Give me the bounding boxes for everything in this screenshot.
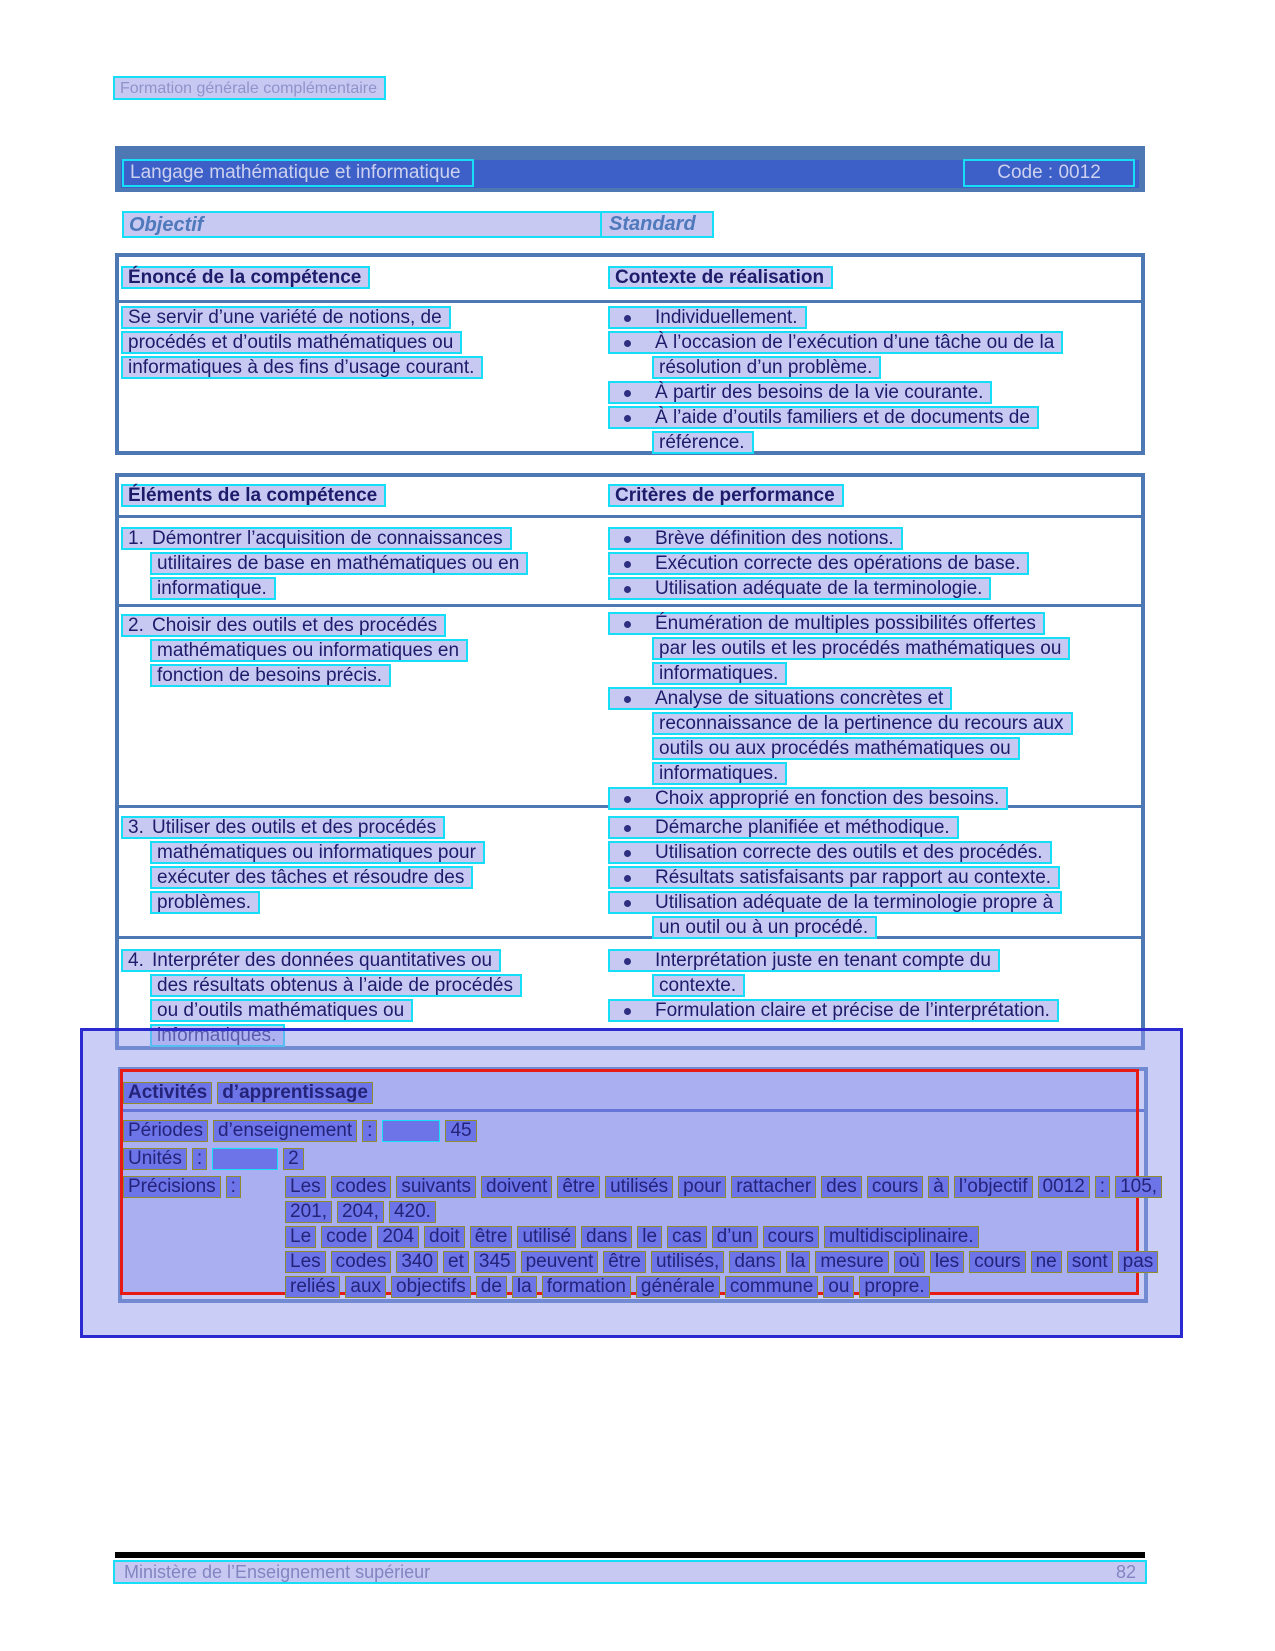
top-label-text: Formation générale complémentaire: [113, 76, 386, 100]
word-box: ne: [1031, 1251, 1062, 1273]
unites-spacer-box: [212, 1148, 278, 1170]
bullet-line: Analyse de situations concrètes et: [608, 687, 952, 710]
bullet-line: Exécution correcte des opérations de base.: [608, 552, 1029, 575]
word-box: :: [226, 1176, 241, 1198]
bullet-icon: [624, 796, 631, 803]
bullet-icon: [624, 315, 631, 322]
item-number: 2.: [128, 615, 144, 636]
word-box: 420.: [389, 1201, 436, 1223]
table2-col2-header: Critères de performance: [608, 484, 844, 507]
periodes-row: [123, 1120, 482, 1142]
text-line: procédés et d’outils mathématiques ou: [121, 331, 462, 354]
word-box: propre.: [859, 1276, 929, 1298]
unites-label-words: [123, 1148, 212, 1169]
word-box: pour: [678, 1176, 726, 1198]
bullet-line: À l’aide d’outils familiers et de documents de: [608, 406, 1039, 429]
precisions-label-words: [123, 1176, 246, 1197]
word-box: dans: [729, 1251, 780, 1273]
word-box: pas: [1118, 1251, 1159, 1273]
bullet-icon: [624, 390, 631, 397]
word-line: [285, 1276, 1167, 1301]
text-line: 1. Démontrer l’acquisition de connaissances: [121, 527, 512, 550]
word-box: multidisciplinaire.: [824, 1226, 979, 1248]
word-box: d’apprentissage: [217, 1082, 373, 1104]
bullet-line: Choix approprié en fonction des besoins.: [608, 787, 1008, 810]
word-box: le: [637, 1226, 662, 1248]
bullet-line: informatiques.: [652, 662, 787, 685]
footer-rule: [115, 1552, 1145, 1558]
word-box: générale: [636, 1276, 720, 1298]
bullet-line: Utilisation adéquate de la terminologie.: [608, 577, 991, 600]
text-line: 2. Choisir des outils et des procédés: [121, 614, 446, 637]
unites-row: [123, 1148, 309, 1170]
text-line: problèmes.: [150, 891, 260, 914]
objectif-heading: Objectif: [129, 214, 204, 236]
word-box: et: [443, 1251, 469, 1273]
word-line: [285, 1226, 1167, 1251]
table1-col1-header-wrap: [121, 266, 370, 291]
bullet-line: Utilisation correcte des outils et des procédés.: [608, 841, 1052, 864]
section-headings-strip: [122, 211, 714, 238]
word-box: 204: [377, 1226, 419, 1248]
word-line: [285, 1201, 1167, 1226]
word-box: 0012: [1038, 1176, 1090, 1198]
table2-row3-left: [121, 816, 485, 916]
footer-ministry: Ministère de l’Enseignement supérieur: [124, 1561, 431, 1582]
item-number: 4.: [128, 950, 144, 971]
table2-row2-left: [121, 614, 468, 689]
word-box: cours: [969, 1251, 1025, 1273]
text-line: informatiques à des fins d’usage courant.: [121, 356, 483, 379]
word-box: commune: [725, 1276, 818, 1298]
bullet-line: Démarche planifiée et méthodique.: [608, 816, 959, 839]
bullet-line: référence.: [652, 431, 754, 454]
word-line: [285, 1176, 1167, 1201]
word-box: être: [470, 1226, 513, 1248]
word-box: cours: [867, 1176, 923, 1198]
table1-right-column: [608, 306, 1063, 456]
word-box: 340: [396, 1251, 438, 1273]
text-line: mathématiques ou informatiques pour: [150, 841, 485, 864]
word-box: objectifs: [391, 1276, 471, 1298]
word-box: Les: [285, 1176, 326, 1198]
word-box: être: [603, 1251, 646, 1273]
word-box: la: [786, 1251, 811, 1273]
word-box: cas: [667, 1226, 707, 1248]
table2-row1-left: [121, 527, 528, 602]
word-box: utilisés,: [651, 1251, 724, 1273]
word-box: Activités: [123, 1082, 212, 1104]
bullet-line: résolution d’un problème.: [652, 356, 881, 379]
word-box: de: [476, 1276, 507, 1298]
periodes-value: [445, 1120, 481, 1141]
table1-left-column: [121, 306, 483, 381]
table2-row4-right: [608, 949, 1059, 1024]
bullet-line: Formulation claire et précise de l’interprétation.: [608, 999, 1059, 1022]
bullet-icon: [624, 586, 631, 593]
word-box: où: [894, 1251, 925, 1273]
course-code: Code : 0012: [963, 159, 1135, 187]
table1-col1-header: Énoncé de la compétence: [121, 266, 370, 289]
bullet-line: Brève définition des notions.: [608, 527, 903, 550]
item-number: 3.: [128, 817, 144, 838]
word-box: Le: [285, 1226, 316, 1248]
unites-value: [283, 1148, 309, 1169]
bullet-line: À l’occasion de l’exécution d’une tâche ou de la: [608, 331, 1063, 354]
table1-col2-header: Contexte de réalisation: [608, 266, 833, 289]
table2-col1-header-wrap: [121, 484, 386, 509]
word-box: ou: [823, 1276, 854, 1298]
text-line: exécuter des tâches et résoudre des: [150, 866, 473, 889]
word-line: [285, 1251, 1167, 1276]
bullet-icon: [624, 825, 631, 832]
text-line: des résultats obtenus à l’aide de procédés: [150, 974, 522, 997]
bullet-line: Résultats satisfaisants par rapport au contexte.: [608, 866, 1060, 889]
bullet-line: Individuellement.: [608, 306, 807, 329]
word-box: reliés: [285, 1276, 340, 1298]
table2-row-divider-1: [119, 604, 1141, 607]
word-box: Les: [285, 1251, 326, 1273]
bullet-line: Utilisation adéquate de la terminologie propre à: [608, 891, 1062, 914]
word-box: codes: [331, 1176, 392, 1198]
footer-page-number: 82: [1115, 1561, 1136, 1582]
bullet-icon: [624, 696, 631, 703]
word-box: la: [512, 1276, 537, 1298]
activites-header-row: [123, 1082, 378, 1104]
precisions-label-row: [123, 1176, 246, 1198]
word-box: Périodes: [123, 1120, 208, 1142]
bullet-icon: [624, 875, 631, 882]
word-box: Précisions: [123, 1176, 221, 1198]
word-box: :: [192, 1148, 207, 1170]
bullet-icon: [624, 900, 631, 907]
word-box: :: [362, 1120, 377, 1142]
activites-header-words: [123, 1082, 378, 1103]
word-box: des: [821, 1176, 862, 1198]
word-box: formation: [542, 1276, 631, 1298]
bullet-line: reconnaissance de la pertinence du recours aux: [652, 712, 1073, 735]
word-box: mesure: [815, 1251, 888, 1273]
item-number: 1.: [128, 528, 144, 549]
text-line: Se servir d’une variété de notions, de: [121, 306, 451, 329]
text-line: ou d’outils mathématiques ou: [150, 999, 413, 1022]
bullet-line: contexte.: [652, 974, 745, 997]
text-line: utilitaires de base en mathématiques ou en: [150, 552, 528, 575]
precisions-text-block: [285, 1176, 1167, 1301]
word-box: les: [930, 1251, 964, 1273]
word-box: 345: [474, 1251, 516, 1273]
periodes-label-words: [123, 1120, 382, 1141]
word-box: Unités: [123, 1148, 187, 1170]
table2-col2-header-wrap: [608, 484, 844, 509]
word-box: 45: [445, 1120, 476, 1142]
standard-heading: Standard: [600, 211, 714, 238]
bullet-icon: [624, 621, 631, 628]
word-box: suivants: [396, 1176, 476, 1198]
bullet-line: Énumération de multiples possibilités offertes: [608, 612, 1045, 635]
course-title: Langage mathématique et informatique: [122, 159, 474, 187]
word-box: d’enseignement: [213, 1120, 357, 1142]
word-box: être: [557, 1176, 600, 1198]
table2-row2-right: [608, 612, 1073, 812]
table1-header-divider: [119, 300, 1141, 303]
text-line: 4. Interpréter des données quantitatives ou: [121, 949, 501, 972]
text-line: 3. Utiliser des outils et des procédés: [121, 816, 445, 839]
word-box: peuvent: [521, 1251, 599, 1273]
word-box: doit: [424, 1226, 465, 1248]
word-box: utilisé: [517, 1226, 576, 1248]
bullet-icon: [624, 340, 631, 347]
word-box: dans: [581, 1226, 632, 1248]
word-box: à: [928, 1176, 949, 1198]
bullet-icon: [624, 1008, 631, 1015]
word-box: 2: [283, 1148, 304, 1170]
word-box: sont: [1067, 1251, 1113, 1273]
bullet-icon: [624, 958, 631, 965]
footer-row: [113, 1560, 1147, 1584]
text-line: fonction de besoins précis.: [150, 664, 391, 687]
word-box: 201,: [285, 1201, 332, 1223]
word-box: doivent: [481, 1176, 552, 1198]
text-line: mathématiques ou informatiques en: [150, 639, 468, 662]
table2-col1-header: Éléments de la compétence: [121, 484, 386, 507]
word-box: aux: [345, 1276, 386, 1298]
text-line: informatique.: [150, 577, 276, 600]
word-box: 105,: [1115, 1176, 1162, 1198]
word-box: 204,: [337, 1201, 384, 1223]
word-box: l’objectif: [954, 1176, 1033, 1198]
bullet-line: À partir des besoins de la vie courante.: [608, 381, 992, 404]
page-top-label: [113, 76, 386, 102]
bullet-icon: [624, 561, 631, 568]
bullet-icon: [624, 536, 631, 543]
periodes-spacer-box: [382, 1120, 440, 1142]
word-box: d’un: [712, 1226, 758, 1248]
table1-col2-header-wrap: [608, 266, 833, 291]
word-box: codes: [331, 1251, 392, 1273]
word-box: utilisés: [605, 1176, 673, 1198]
bullet-line: Interprétation juste en tenant compte du: [608, 949, 1000, 972]
word-box: code: [321, 1226, 372, 1248]
bullet-icon: [624, 415, 631, 422]
table2-row3-right: [608, 816, 1062, 941]
bullet-line: outils ou aux procédés mathématiques ou: [652, 737, 1020, 760]
bullet-line: par les outils et les procédés mathématiques ou: [652, 637, 1070, 660]
table2-header-divider: [119, 515, 1141, 518]
word-box: rattacher: [731, 1176, 816, 1198]
table2-row1-right: [608, 527, 1029, 602]
bullet-icon: [624, 850, 631, 857]
bullet-line: un outil ou à un procédé.: [652, 916, 877, 939]
bullet-line: informatiques.: [652, 762, 787, 785]
word-box: cours: [763, 1226, 819, 1248]
word-box: :: [1095, 1176, 1110, 1198]
